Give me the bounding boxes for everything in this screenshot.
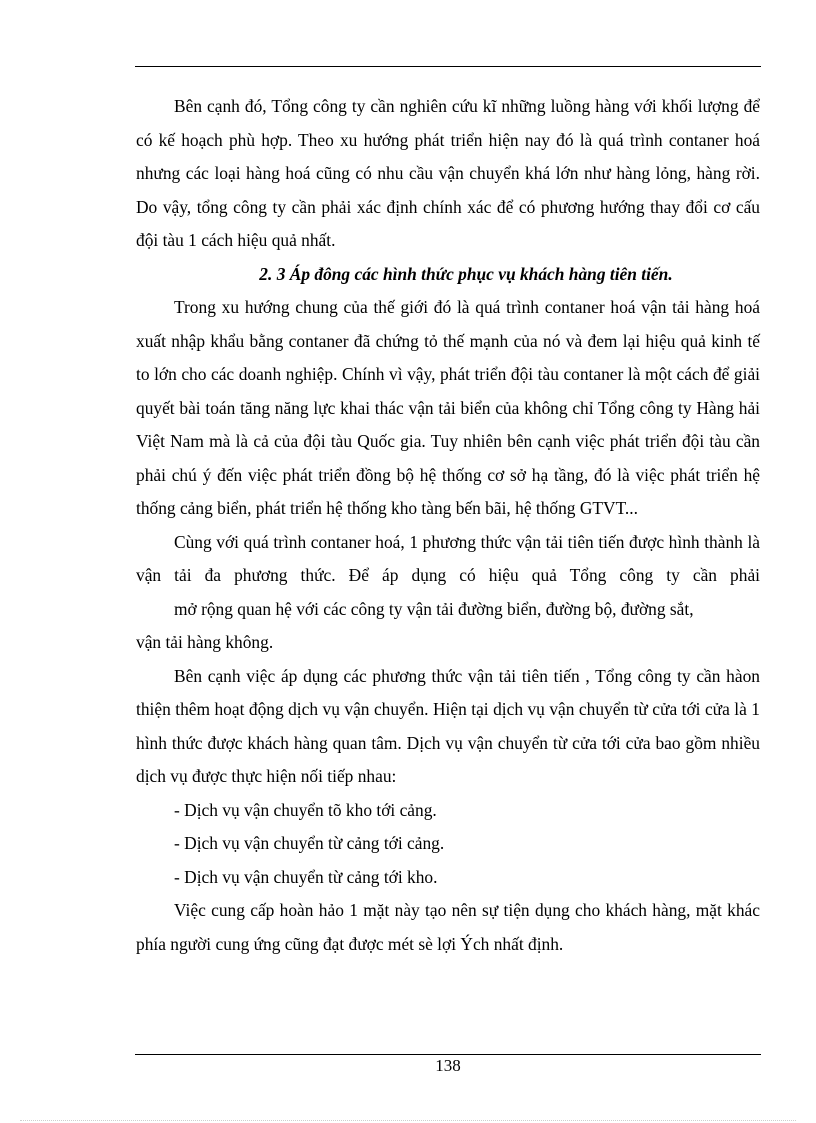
paragraph-3-line-3: vận tải hàng không. [136,632,274,652]
paragraph-3-line-2: mở rộng quan hệ với các công ty vận tải đường biển, đường bộ, đường sắt, [174,598,694,619]
bullet-item: - Dịch vụ vận chuyển từ cảng tới cảng. [174,833,445,853]
paragraph-1: Bên cạnh đó, Tổng công ty cần nghiên cứu kĩ những luồng hàng với khối lượng để có kế hoạch phù hợp. Theo xu hướng phát triển hiện nay đó là quá trình contaner hoá nhưng các loại hàng hoá cũng có nhu cầu vận chuyển khá lớn như hàng lỏng, hàng rời. Do vậy, tổng công ty cần phải xác định chính xác để có phương hướng thay đổi cơ cấu đội tàu 1 cách hiệu quả nhất. [136,96,760,250]
paragraph-5: Việc cung cấp hoàn hảo 1 mặt này tạo nên sự tiện dụng cho khách hàng, mặt khác phía người cung ứng cũng đạt được mét sè lợi Ých nhất định. [136,900,760,954]
paragraph-2: Trong xu hướng chung của thế giới đó là quá trình contaner hoá vận tải hàng hoá xuất nhập khẩu bằng contaner đã chứng tỏ thế mạnh của nó và đem lại hiệu quả kinh tế to lớn cho các doanh nghiệp. Chính vì vậy, phát triển đội tàu contaner là một cách để giải quyết bài toán tăng năng lực khai thác vận tải biển của không chỉ Tổng công ty Hàng hải Việt Nam mà là cả của đội tàu Quốc gia. Tuy nhiên bên cạnh việc phát triển đội tàu cần phải chú ý đến việc phát triển đồng bộ hệ thống cơ sở hạ tầng, đó là việc phát triển hệ thống cảng biển, phát triển hệ thống kho tàng bến bãi, hệ thống GTVT... [136,297,760,518]
paragraph-3: Cùng với quá trình contaner hoá, 1 phương thức vận tải tiên tiến được hình thành là vận tải đa phương thức. Để áp dụng có hiệu quả Tổng công ty cần phải [136,531,760,585]
page-edge-divider [20,1120,796,1121]
bullet-item: - Dịch vụ vận chuyển từ cảng tới kho. [174,866,438,887]
footer-rule [135,1054,761,1055]
body-text [136,90,760,961]
page-number: 138 [435,1056,461,1075]
section-heading: 2. 3 Áp đông các hình thức phục vụ khách hàng tiên tiến. [259,263,673,284]
bullet-item: - Dịch vụ vận chuyển tõ kho tới cảng. [174,799,437,820]
paragraph-4: Bên cạnh việc áp dụng các phương thức vận tải tiên tiến , Tổng công ty cần hàon thiện thêm hoạt động dịch vụ vận chuyển. Hiện tại dịch vụ vận chuyển từ cửa tới cửa là 1 hình thức được khách hàng quan tâm. Dịch vụ vận chuyển từ cửa tới cửa bao gồm nhiều dịch vụ được thực hiện nối tiếp nhau: [136,665,760,786]
header-rule [135,66,761,67]
